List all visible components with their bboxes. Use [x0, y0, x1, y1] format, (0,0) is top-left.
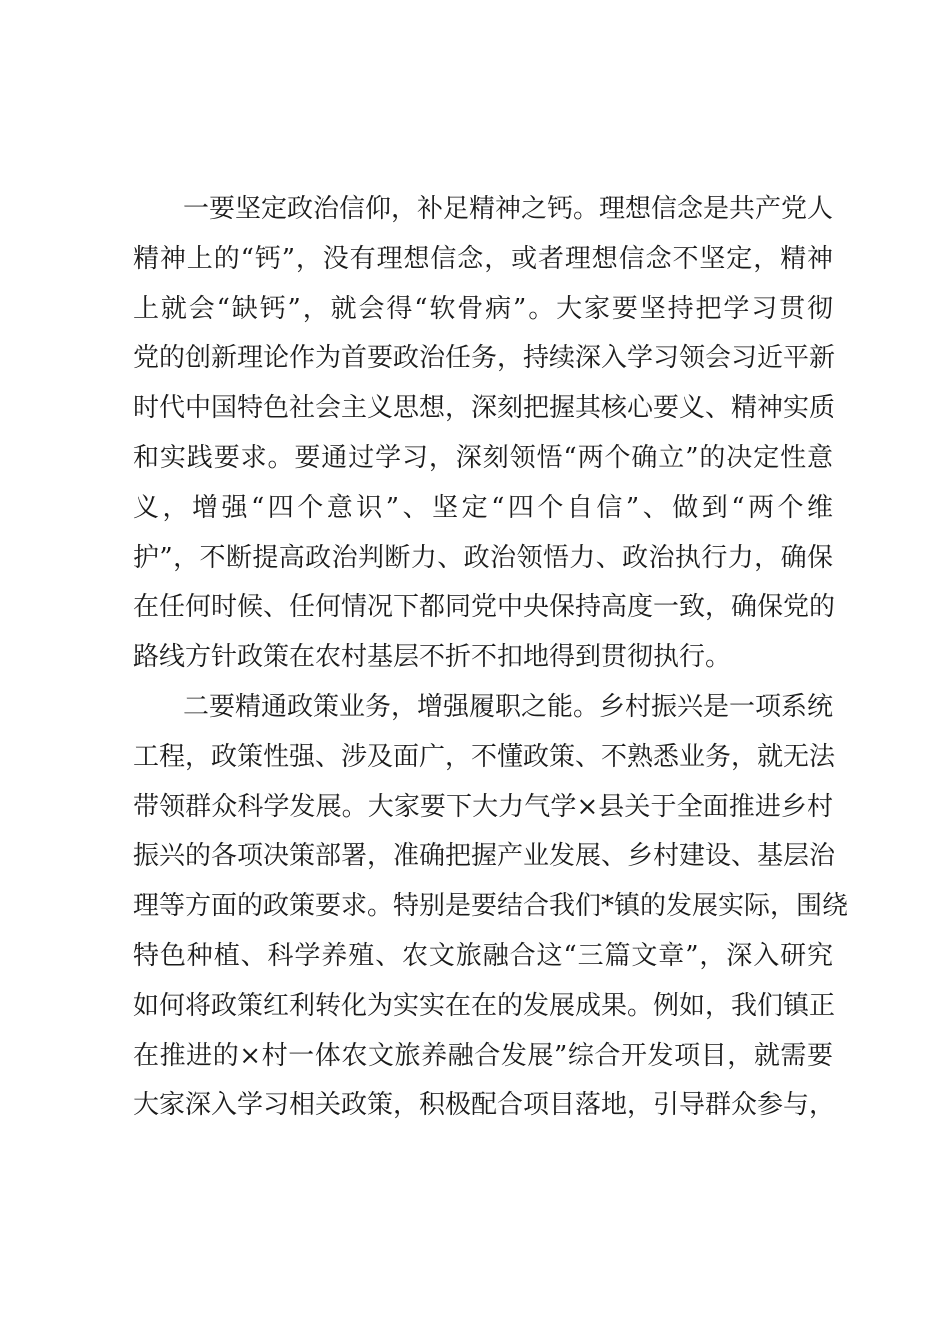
text-line: 二要精通政策业务，增强履职之能。乡村振兴是一项系统 [183, 691, 834, 722]
text-line: 理等方面的政策要求。特别是要结合我们*镇的发展实际，围绕 [133, 891, 849, 922]
text-line: 时代中国特色社会主义思想，深刻把握其核心要义、精神实质 [133, 393, 836, 424]
text-line: 护”，不断提高政治判断力、政治领悟力、政治执行力，确保 [133, 542, 833, 573]
text-line: 和实践要求。要通过学习，深刻领悟“两个确立”的决定性意 [133, 442, 833, 473]
text-line: 一要坚定政治信仰，补足精神之钙。理想信念是共产党人 [183, 194, 834, 224]
text-line: 上就会“缺钙”，就会得“软骨病”。大家要坚持把学习贯彻 [133, 293, 833, 324]
text-line: 在任何时候、任何情况下都同党中央保持高度一致，确保党的 [133, 592, 836, 623]
paragraph [133, 185, 836, 683]
document-body [133, 185, 849, 1131]
text-line: 大家深入学习相关政策，积极配合项目落地，引导群众参与， [133, 1090, 836, 1121]
text-line: 振兴的各项决策部署，准确把握产业发展、乡村建设、基层治 [133, 841, 836, 872]
text-line: 党的创新理论作为首要政治任务，持续深入学习领会习近平新 [133, 343, 836, 374]
text-line: 在推进的×村一体农文旅养融合发展”综合开发项目，就需要 [133, 1040, 833, 1071]
text-line: 带领群众科学发展。大家要下大力气学×县关于全面推进乡村 [133, 791, 833, 822]
paragraph [133, 683, 849, 1131]
text-line: 特色种植、科学养殖、农文旅融合这“三篇文章”，深入研究 [133, 940, 833, 971]
text-line: 路线方针政策在农村基层不折不扣地得到贯彻执行。 [133, 642, 732, 673]
text-line: 精神上的“钙”，没有理想信念，或者理想信念不坚定，精神 [133, 243, 833, 274]
text-line: 如何将政策红利转化为实实在在的发展成果。例如，我们镇正 [133, 990, 836, 1021]
text-line: 工程，政策性强、涉及面广，不懂政策、不熟悉业务，就无法 [133, 741, 836, 772]
text-line: 义，增强“四个意识”、坚定“四个自信”、做到“两个维 [133, 492, 833, 523]
